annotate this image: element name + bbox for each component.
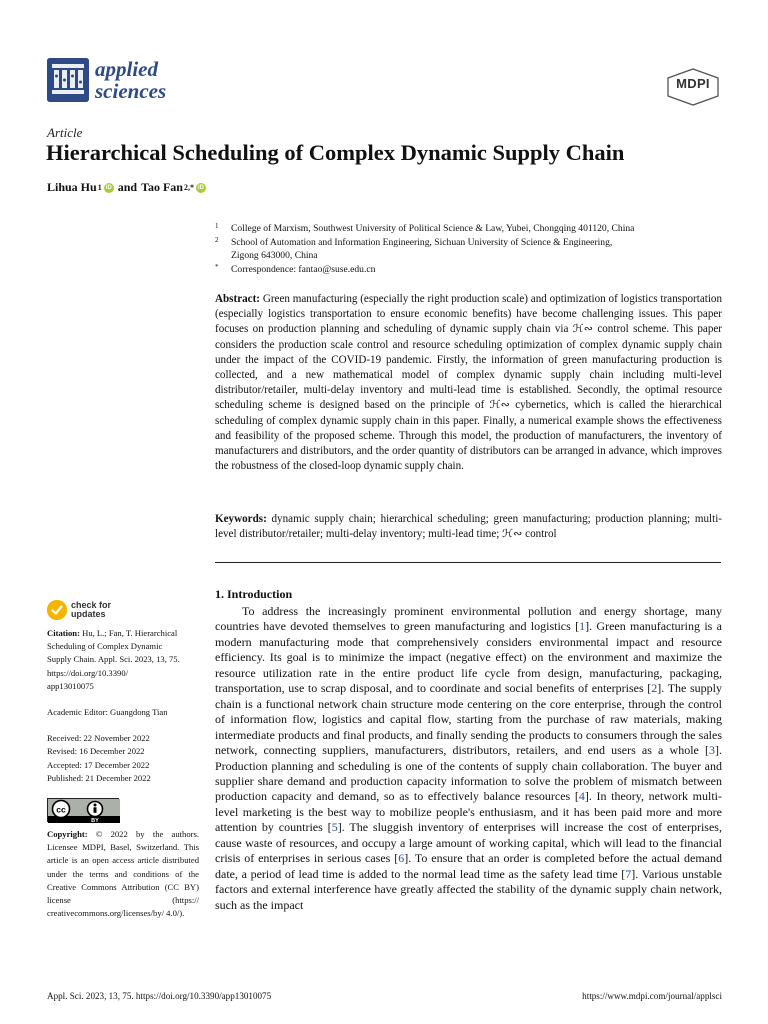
academic-editor-text: Academic Editor: Guangdong Tian [47, 707, 168, 718]
body-text: ]. To ensure that an order is completed before the actual demand date, a period of lead time is added to the normal lead time as the safety lead time [ [215, 851, 723, 881]
article-type: Article [47, 125, 83, 140]
updates-label [71, 601, 111, 620]
affiliation-number: * [215, 262, 219, 271]
citation-link[interactable]: 4 [578, 789, 585, 804]
author-affiliation-mark: 2,* [183, 183, 194, 192]
keywords [215, 512, 722, 542]
citation-link[interactable]: 6 [398, 851, 405, 866]
copyright-label: Copyright: [47, 829, 88, 840]
citation-doi-link[interactable]: https://doi.org/10.3390/ [47, 667, 129, 678]
abstract-text: Green manufacturing (especially the right production scale) and optimization of logistics transportation (especially logistics transportation to ensure economic benefits) have become challenging issues. This paper focuses on production planning and scheduling of dynamic supply chain via ℋ∾ control scheme. This paper considers the production scale control and resource scheduling optimization of complex dynamic supply chain under the impact of the COVID-19 pandemic. Firstly, the information of green manufacturing production is collected, and a new mathematical model of complex dynamic supply chain including multi-level distributor/retailer, multi-delay inventory and multi-lead time is established. Secondly, the optimal resource scheduling scheme is designed based on the principle of ℋ∾ cybernetics, which is called the hierarchical scheduling of complex dynamic supply chain in this paper. Finally, a numerical example shows the effectiveness and feasibility of the proposed scheme. Through this model, the production of manufacturers, the inventory of manufacturers and distributors, and the order quantity of distributors can be arranged in advance, which improves the robustness of the closed-loop dynamic supply chain. [215, 293, 722, 473]
author-list [47, 180, 210, 195]
article-sidebar [47, 627, 199, 920]
affiliation-list [215, 222, 634, 276]
body-text: ]. Green manufacturing is a modern manufacturing mode that comprehensively considers environmental impact and resource efficiency. Its goal is to minimize the impact (negative effect) on the environment and maximize the resource utilization rate in the entire product life cycle from design, manufacturing, packaging, transportation, use to scrap disposal, and to coordinate and social benefits of enterprises [ [215, 619, 722, 696]
citation-line: Supply Chain. Appl. Sci. 2023, 13, 75. [47, 654, 180, 665]
body-text: ]. The supply chain is a functional network chain structure mode centering on the core enterprise, through the control of information flow, logistics and capital flow, starting from the purchase of raw materials, making intermediate products and final products, and finally sending the products to consumers through the sales network, connecting suppliers, manufacturers, distributors, retailers, and end users as a whole [ [215, 681, 722, 758]
citation-line: Hu, L.; Fan, T. Hierarchical [82, 628, 178, 638]
article-dates [47, 732, 199, 785]
updates-check-icon [47, 600, 67, 620]
date-published: Published: 21 December 2022 [47, 772, 151, 783]
article-title: Hierarchical Scheduling of Complex Dynamic Supply Chain [46, 140, 625, 165]
affiliation-text: Zigong 643000, China [231, 250, 318, 261]
publisher-name: MDPI [676, 76, 710, 91]
affiliation-number: 1 [215, 222, 219, 230]
citation-doi-link[interactable]: app13010075 [47, 680, 94, 691]
author-name[interactable]: Tao Fan [141, 180, 183, 194]
citation-link[interactable]: 1 [579, 619, 586, 634]
citation-link[interactable]: 3 [709, 743, 715, 758]
body-text: ]. The sluggish inventory of enterprises will increase the cost of enterprises, cause waste of resources, and occupy a large amount of working capital, which will lead to the financial crisis of enterprises in serious cases [ [215, 820, 722, 866]
correspondence [215, 263, 634, 277]
correspondence-text[interactable]: Correspondence: fantao@suse.edu.cn [231, 263, 376, 275]
affiliation-item [215, 236, 634, 250]
academic-editor [47, 706, 199, 719]
abstract-label: Abstract: [215, 293, 260, 305]
svg-text:cc: cc [56, 804, 66, 815]
date-accepted: Accepted: 17 December 2022 [47, 759, 150, 770]
author-conjunction: and [117, 180, 138, 194]
affiliation-text: School of Automation and Information Engineering, Sichuan University of Science & Engineering, [231, 236, 613, 248]
citation-link[interactable]: 5 [331, 820, 338, 835]
keywords-label: Keywords: [215, 513, 267, 525]
keywords-text: dynamic supply chain; hierarchical scheduling; green manufacturing; production planning; multi-level distributor/retailer; multi-delay inventory; multi-lead time; ℋ∾ control [215, 513, 722, 541]
journal-name-line2: sciences [95, 79, 167, 103]
copyright-text: © 2022 by the authors. Licensee MDPI, Basel, Switzerland. This article is an open access article distributed under the terms and conditions of the Creative Commons Attribution (CC BY) license (https:// creativecommons.org/licenses/by/ 4.0/). [47, 829, 199, 919]
footer-journal-url[interactable]: https://www.mdpi.com/journal/applsci [582, 991, 722, 1001]
date-received: Received: 22 November 2022 [47, 733, 150, 744]
footer-citation[interactable]: Appl. Sci. 2023, 13, 75. https://doi.org/10.3390/app13010075 [47, 991, 272, 1001]
publisher-logo [667, 68, 719, 106]
orcid-icon[interactable]: iD [197, 184, 204, 191]
orcid-icon[interactable]: iD [105, 184, 112, 191]
abstract [215, 292, 722, 474]
body-text: ]. In theory, network multi-level marketing is the best way to mobilize people's enthusiasm, and it has been paid more and more attention by countries [ [215, 789, 722, 835]
body-text: ]. Production planning and scheduling is one of the contents of supply chain collaboration. The buyer and supplier share demand and production capacity information to solve the problem of mismatch between production capacity and demand, so as to effectively balance resources [ [215, 743, 722, 804]
affiliation-item [215, 222, 634, 236]
date-revised: Revised: 16 December 2022 [47, 746, 145, 757]
citation-block [47, 627, 199, 693]
affiliation-number: 2 [215, 235, 219, 244]
page-footer [47, 991, 722, 1001]
journal-emblem-icon [47, 58, 89, 102]
journal-name-line1: applied [95, 57, 158, 81]
cc-badge-text: BY [91, 818, 99, 824]
updates-label-line2: updates [71, 609, 106, 619]
affiliation-text: College of Marxism, Southwest University of Political Science & Law, Yubei, Chongqing 401120, China [231, 223, 635, 234]
affiliation-item [215, 249, 634, 263]
body-text: To address the increasingly prominent environmental pollution and energy shortage, many countries have devoted themselves to green manufacturing and logistics [ [215, 604, 722, 634]
updates-label-line1: check for [71, 599, 112, 610]
author-affiliation-mark: 1 [97, 183, 102, 192]
author-name[interactable]: Lihua Hu [47, 180, 97, 194]
body-text: ]. Various unstable factors and external interference have greatly affected the stability of the dynamic supply chain network, such as the impact [215, 866, 722, 912]
section-divider [215, 562, 721, 563]
journal-name [95, 58, 166, 102]
citation-link[interactable]: 7 [625, 866, 632, 881]
section-heading: 1. Introduction [215, 587, 293, 601]
citation-label: Citation: [47, 628, 80, 638]
citation-line: Scheduling of Complex Dynamic [47, 641, 163, 652]
copyright-notice [47, 828, 199, 920]
citation-link[interactable]: 2 [651, 681, 658, 696]
cc-by-license-icon[interactable] [47, 798, 119, 822]
journal-logo [47, 58, 166, 102]
introduction-body [215, 604, 722, 913]
check-for-updates[interactable] [47, 600, 111, 620]
